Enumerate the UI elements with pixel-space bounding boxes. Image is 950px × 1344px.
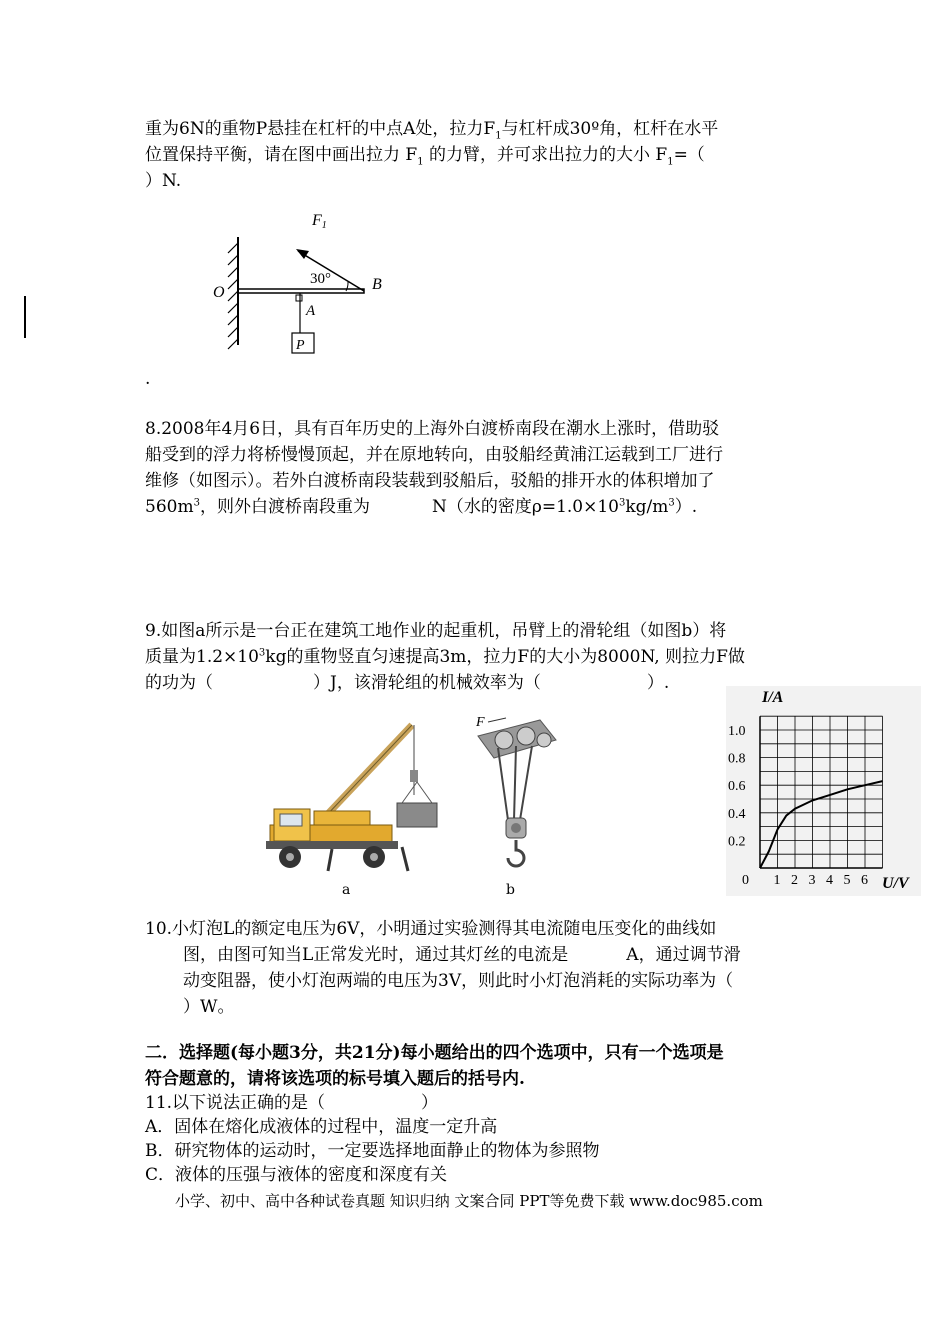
y-tick-label: 0.6 [728,779,746,795]
chart-xlabel: U/V [882,875,909,892]
pulley-label-F: F [476,715,485,730]
fig-label-P: P [296,338,305,353]
fig-label-O: O [213,284,225,301]
pulley-figure [470,700,565,880]
current-voltage-chart [726,686,921,896]
q11-option-b: B．研究物体的运动时，一定要选择地面静止的物体为参照物 [145,1141,600,1161]
q10-line1: 10.小灯泡L的额定电压为6V，小明通过实验测得其电流随电压变化的曲线如 [145,919,717,939]
q11-option-a: A．固体在熔化成液体的过程中，温度一定升高 [145,1117,498,1137]
q8-line1: 8.2008年4月6日，具有百年历史的上海外白渡桥南段在潮水上涨时，借助驳 [145,419,720,439]
q8-line4: $560m^3$，则外白渡桥南段重为 N（水的密度$\rho=1.0\times 10^3kg/m^3$）. [145,497,698,517]
q9-line3: 的功为（ ）J，该滑轮组的机械效率为（ ）. [145,673,670,693]
q10-line3: 动变阻器，使小灯泡两端的电压为3V，则此时小灯泡消耗的实际功率为（ [183,971,734,991]
fig-label-B: B [372,276,382,293]
caption-a: a [342,882,351,898]
fig-label-A: A [306,303,316,319]
x-tick-label: 1 [773,873,781,888]
q8-line2: 船受到的浮力将桥慢慢顶起，并在原地转向，由驳船经黄浦江运载到工厂进行 [145,445,723,465]
x-tick-label: 4 [826,873,833,888]
y-tick-label: 0.2 [728,834,746,850]
q9-line2: 质量为$1.2\times 10^3kg$的重物竖直匀速提高3m，拉力F的大小为8000N, 则拉力F做 [145,647,745,667]
x-tick-label: 5 [843,873,851,888]
svg-text:F1 [311,212,327,231]
fig-label-F-sub: 1 [321,220,327,231]
q11-stem: 11.以下说法正确的是（ ） [145,1093,439,1113]
y-tick-label: 0.8 [728,751,746,767]
q11-option-c: C．液体的压强与液体的密度和深度有关 [145,1165,448,1185]
q7-line2: 位置保持平衡，请在图中画出拉力 $F_1$ 的力臂，并可求出拉力的大小 $F_1=$（ [145,145,705,168]
q10-line4: ）W。 [183,997,235,1017]
caption-b: b [506,882,515,898]
lever-diagram [200,205,400,365]
page-footer: 小学、初中、高中各种试卷真题 知识归纳 文案合同 PPT等免费下载 www.doc985.com [175,1192,763,1210]
q9-line1: 9.如图a所示是一台正在建筑工地作业的起重机，吊臂上的滑轮组（如图b）将 [145,621,727,641]
fig-label-F: F [312,212,322,229]
x-tick-label: 3 [808,873,816,888]
q7-line1: 重为6N的重物P悬挂在杠杆的中点A处，拉力$F_1$与杠杆成30º角，杠杆在水平 [145,119,719,142]
x-tick-label: 6 [861,873,868,888]
chart-ylabel: I/A [762,689,784,706]
stray-dot: . [145,369,151,389]
q7-line3: ）N. [145,171,182,191]
q10-line2: 图，由图可知当L正常发光时，通过其灯丝的电流是 A，通过调节滑 [183,945,741,965]
section2-heading-line1: 二．选择题(每小题3分，共21分)每小题给出的四个选项中，只有一个选项是 [145,1043,724,1063]
x-tick-label: 0 [742,873,749,888]
x-tick-label: 2 [791,873,798,888]
y-tick-label: 1.0 [728,724,746,739]
text-cursor [24,296,26,338]
section2-heading-line2: 符合题意的，请将该选项的标号填入题后的括号内. [145,1069,525,1089]
fig-label-angle: 30° [310,271,331,287]
q8-line3: 维修（如图示）。若外白渡桥南段装载到驳船后，驳船的排开水的体积增加了 [145,471,715,491]
y-tick-label: 0.4 [728,806,746,822]
crane-figure [262,715,447,880]
